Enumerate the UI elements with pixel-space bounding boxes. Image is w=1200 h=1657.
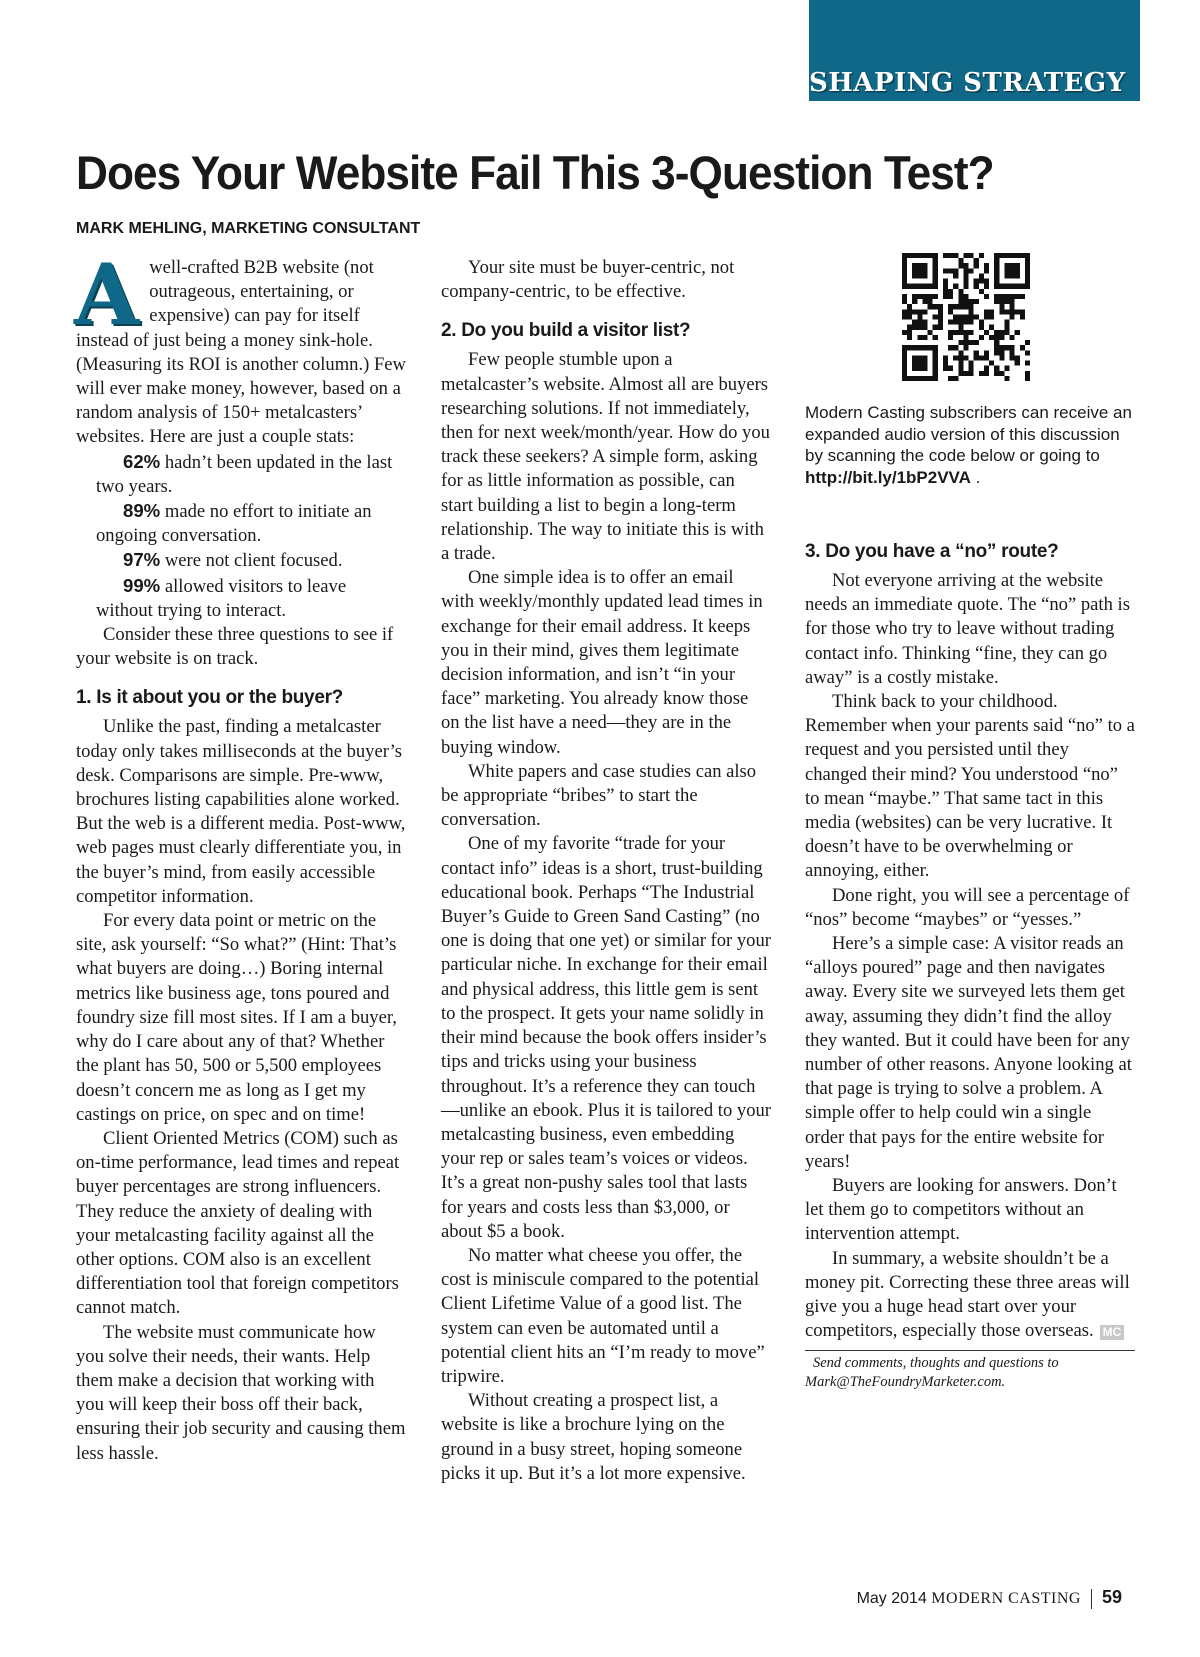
author-note [805,1350,1135,1392]
body-paragraph: Few people stumble upon a metalcaster’s website. Almost all are buyers researching solutions. If not immediately, then for next week/month/year. How do you track these seekers? A simple form, asking for as little information as possible, can start building a list to begin a long-term relationship. The way to initiate this is with a trade. [441,349,770,565]
body-paragraph: Your site must be buyer-centric, not company-centric, to be effective. [441,257,735,303]
qr-code-icon[interactable] [902,253,1030,381]
end-mark-logo: MC [1100,1325,1125,1340]
body-paragraph: Unlike the past, finding a metalcaster today only takes milliseconds at the buyer’s desk. Comparisons are simple. Pre-www, brochures listing capabilities alone worked. But the web is a different media. Post-www, web pages must clearly differentiate you, in the buyer’s mind, from easily accessible competitor information. [76,716,406,907]
qr-caption: Modern Casting subscribers can receive an expanded audio version of this discussion by scanning the code below or going to http://bit.ly/1bP2VVA . [805,403,1132,487]
author-contact: Send comments, thoughts and questions to Mark@TheFoundryMarketer.com. [805,1354,1059,1390]
body-paragraph: Not everyone arriving at the website needs an immediate quote. The “no” path is for those who try to leave without trading contact info. Thinking “fine, they can go away” is a costly mistake. [805,570,1130,688]
body-paragraph: One of my favorite “trade for your contact info” ideas is a short, trust-building educational book. Perhaps “The Industrial Buyer’s Guide to Green Sand Casting” (no one is doing that one yet) or similar for your particular niche. In exchange for their email and physical address, this little gem is sent to the prospect. It gets your name solidly in their mind because the book offers insider’s tips and tricks using your business throughout. It’s a reference they can touch—unlike an ebook. Plus it is tailored to your metalcasting business, even embedding your rep or sales team’s voices or videos. It’s a great non-pushy sales tool that lasts for years and costs less than $3,000, or about $5 a book. [441,833,772,1242]
section-1-heading: 1. Is it about you or the buyer? [76,687,343,709]
body-paragraph: Done right, you will see a percentage of “nos” become “maybes” or “yesses.” [805,884,1130,930]
column-3 [805,525,1135,1392]
body-paragraph: One simple idea is to offer an email with weekly/monthly updated lead times in exchange for their email address. It keeps you in their mind, gives them legitimate decision information, and isn’t “in your face” marketing. You already know those on the list have a need—they are in the buying window. [441,567,763,758]
page-footer [857,1587,1122,1609]
column-2 [441,256,771,1486]
body-paragraph: No matter what cheese you offer, the cost is miniscule compared to the potential Client Lifetime Value of a good list. The system can even be automated until a potential client hits an “I’m ready to move” tripwire. [441,1244,765,1387]
intro-paragraph: Awell-crafted B2B website (not outrageous, entertaining, or expensive) can pay for itself instead of just being a money sink-hole. (Measuring its ROI is another column.) Few will ever make money, however, based on a random analysis of 150+ metalcasters’ websites. Here are just a couple stats: [74,245,406,448]
drop-cap: A [74,245,140,344]
stat-item: 99% allowed visitors to leave without trying to interact. [96,574,347,621]
body-paragraph: Client Oriented Metrics (COM) such as on-time performance, lead times and repeat buyer percentages are strong influencers. They reduce the anxiety of dealing with your metalcasting facility against all the other options. COM also is an excellent differentiation tool that foreign competitors cannot match. [76,1127,400,1319]
body-paragraph: Consider these three questions to see if your website is on track. [76,624,394,670]
body-paragraph: Without creating a prospect list, a website is like a brochure lying on the ground in a busy street, hoping someone picks it up. But it’s a lot more expensive. [441,1390,746,1484]
body-paragraph: Think back to your childhood. Remember when your parents said “no” to a request and you persisted until they changed their mind? You understood “no” to mean “maybe.” That same tact in this media (websites) can be very lucrative. It doesn’t have to be overwhelming or annoying, either. [805,691,1135,882]
page-number: 59 [1101,1587,1122,1607]
body-paragraph: Buyers are looking for answers. Don’t let them go to competitors without an intervention attempt. [805,1175,1117,1245]
body-paragraph: In summary, a website shouldn’t be a money pit. Correcting these three areas will give you a huge head start over your competitors, especially those overseas. MC [805,1247,1130,1342]
body-paragraph: Here’s a simple case: A visitor reads an “alloys poured” page and then navigates away. Every site we surveyed lets them get away, assuming they didn’t find the alloy they wanted. But it could have been for any number of other reasons. Anyone looking at that page is trying to solve a problem. A simple offer to help could win a single order that pays for the entire website for years! [805,933,1132,1172]
column-1 [74,245,406,1466]
section-3-heading: 3. Do you have a “no” route? [805,541,1059,562]
body-paragraph: White papers and case studies can also be appropriate “bribes” to start the conversation. [441,760,757,831]
issue-date: May 2014 [856,1590,927,1607]
stat-item: 89% made no effort to initiate an ongoing conversation. [96,500,372,547]
magazine-name: MODERN CASTING [931,1590,1081,1607]
byline: MARK MEHLING, MARKETING CONSULTANT [76,220,421,237]
section-2-heading: 2. Do you build a visitor list? [441,320,691,342]
body-paragraph: The website must communicate how you solve their needs, their wants. Help them make a decision that working with you will keep their boss off their back, ensuring their job security and causing them less hassle. [76,1321,406,1464]
stat-item: 62% hadn’t been updated in the last two years. [96,450,393,497]
stat-item: 97% were not client focused. [123,549,343,572]
body-paragraph: For every data point or metric on the site, ask yourself: “So what?” (Hint: That’s what buyers are doing…) Boring internal metrics like business age, tons poured and foundry size fill most sites. If I am a buyer, why do I care about any of that? Whether the plant has 50, 500 or 5,500 employees doesn’t concern me as long as I get my castings on price, on spec and on time! [76,910,397,1125]
footer-divider [1091,1589,1092,1609]
audio-link[interactable]: http://bit.ly/1bP2VVA [805,467,971,487]
article-title: Does Your Website Fail This 3-Question Test? [76,146,994,199]
section-label: SHAPING STRATEGY [809,68,1126,98]
